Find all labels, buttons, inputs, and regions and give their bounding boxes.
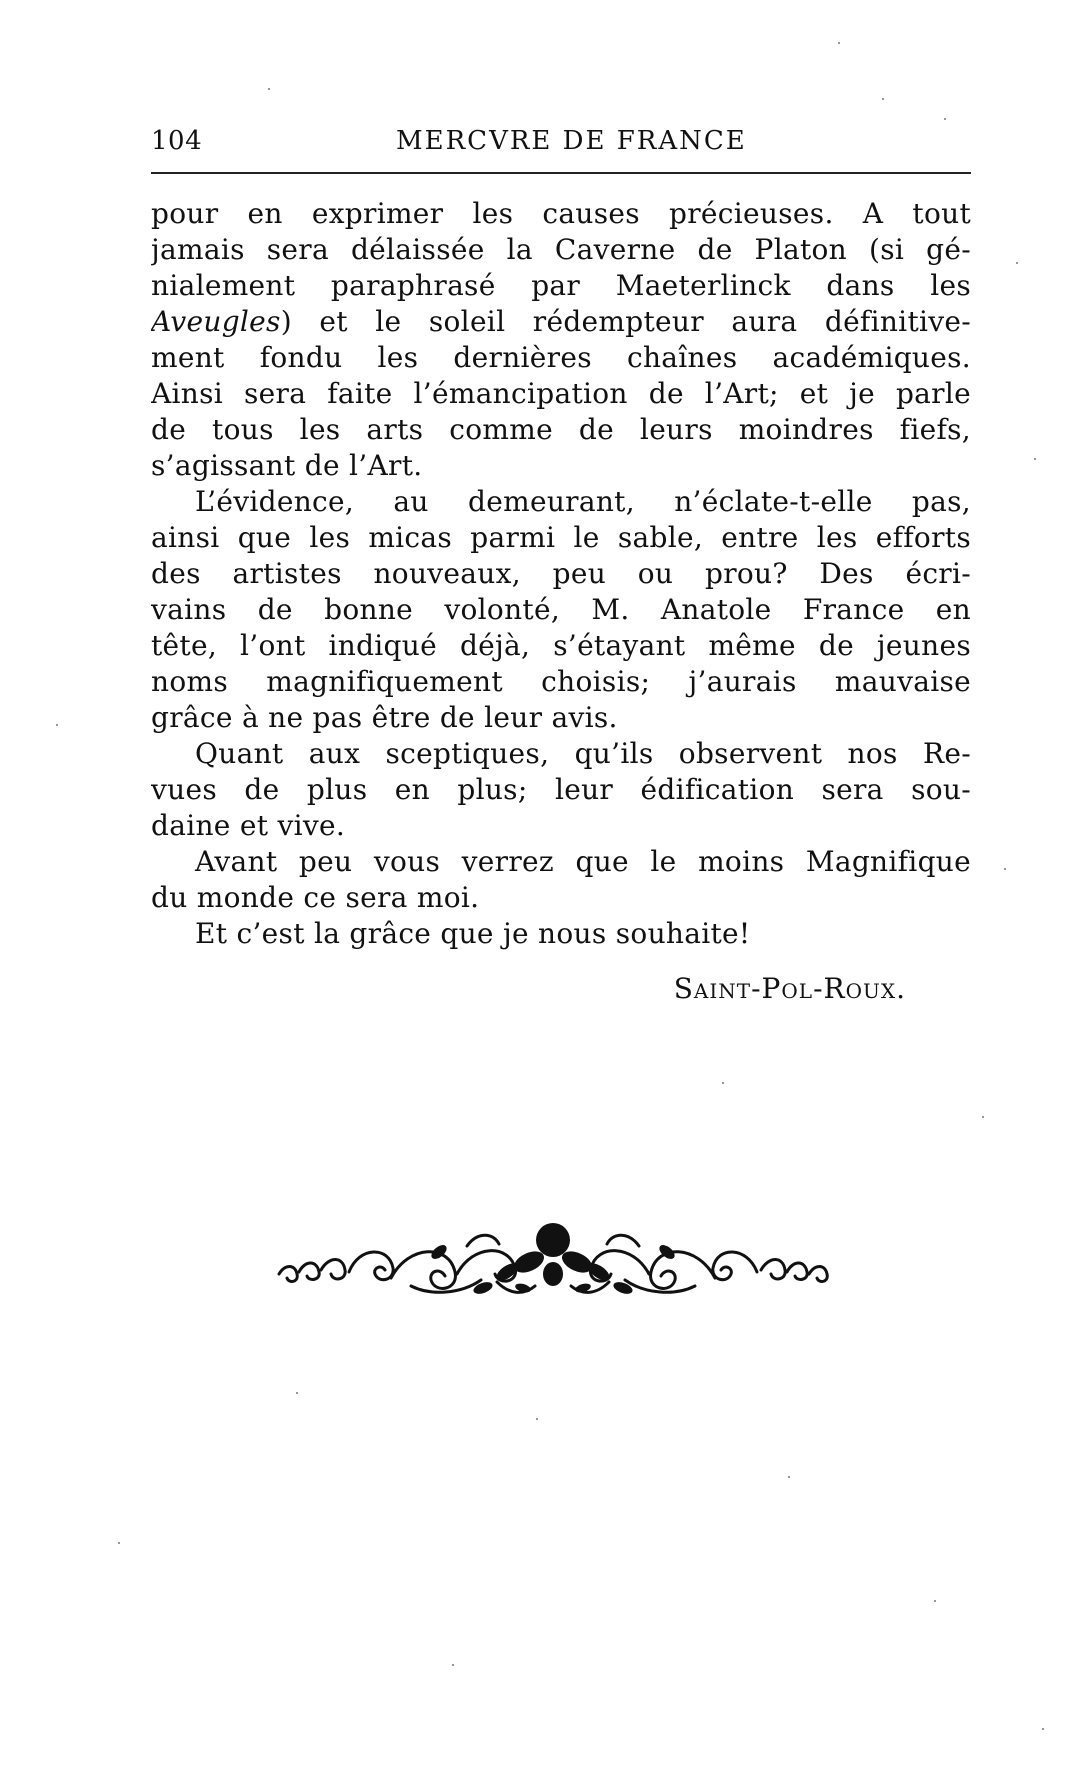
scan-speck xyxy=(838,42,840,44)
text-line: de tous les arts comme de leurs moindres fiefs, xyxy=(151,413,971,446)
text-line: des artistes nouveaux, peu ou prou? Des écri- xyxy=(151,557,971,590)
text-line: vains de bonne volonté, M. Anatole France en xyxy=(151,593,971,626)
text-line: jamais sera délaissée la Caverne de Platon (si gé- xyxy=(151,233,971,266)
scan-speck xyxy=(982,1116,984,1118)
scan-speck xyxy=(296,1392,298,1394)
text-line: tête, l’ont indiqué déjà, s’étayant même de jeunes xyxy=(151,629,971,662)
scan-speck xyxy=(1042,1728,1044,1730)
text-line: du monde ce sera moi. xyxy=(151,881,480,914)
text-line: Quant aux sceptiques, qu’ils observent nos Re- xyxy=(195,737,971,770)
scan-speck xyxy=(1004,868,1006,870)
text-line: L’évidence, au demeurant, n’éclate-t-elle pas, xyxy=(195,485,971,518)
page-number: 104 xyxy=(151,126,203,156)
text-line: Ainsi sera faite l’émancipation de l’Art; et je parle xyxy=(151,377,971,410)
scan-speck xyxy=(268,88,270,90)
text-line: ment fondu les dernières chaînes académiques. xyxy=(151,341,971,374)
text-line: ainsi que les micas parmi le sable, entre les efforts xyxy=(151,521,971,554)
book-title: Aveugles xyxy=(151,305,281,338)
scan-speck xyxy=(1016,262,1018,264)
text-line xyxy=(151,304,971,340)
scan-speck xyxy=(56,724,58,726)
header-rule xyxy=(151,172,971,174)
text-line: Et c’est la grâce que je nous souhaite! xyxy=(195,917,751,950)
scan-speck xyxy=(788,1476,790,1478)
text-line: pour en exprimer les causes précieuses. A tout xyxy=(151,197,971,230)
text-line: nialement paraphrasé par Maeterlinck dans les xyxy=(151,269,971,302)
author-signature: Saint-Pol-Roux. xyxy=(673,972,906,1005)
running-head: MERCVRE DE FRANCE xyxy=(396,126,747,156)
scan-speck xyxy=(118,1542,120,1544)
text-line: noms magnifiquement choisis; j’aurais mauvaise xyxy=(151,665,971,698)
text-line-rest: ) et le soleil rédempteur aura définitive- xyxy=(280,305,971,338)
scan-speck xyxy=(882,98,884,100)
floral-tailpiece-icon xyxy=(271,1222,835,1300)
text-line: vues de plus en plus; leur édification sera sou- xyxy=(151,773,971,806)
text-line: Avant peu vous verrez que le moins Magnifique xyxy=(195,845,971,878)
scan-speck xyxy=(452,1664,454,1666)
scan-speck xyxy=(722,1082,724,1084)
text-line: s’agissant de l’Art. xyxy=(151,449,423,482)
scan-speck xyxy=(944,118,946,120)
text-line: grâce à ne pas être de leur avis. xyxy=(151,701,618,734)
text-line: daine et vive. xyxy=(151,809,346,842)
scan-speck xyxy=(1034,458,1036,460)
scan-speck xyxy=(536,1418,538,1420)
scan-speck xyxy=(934,1600,936,1602)
page-header xyxy=(151,126,971,162)
body-text xyxy=(151,196,971,952)
